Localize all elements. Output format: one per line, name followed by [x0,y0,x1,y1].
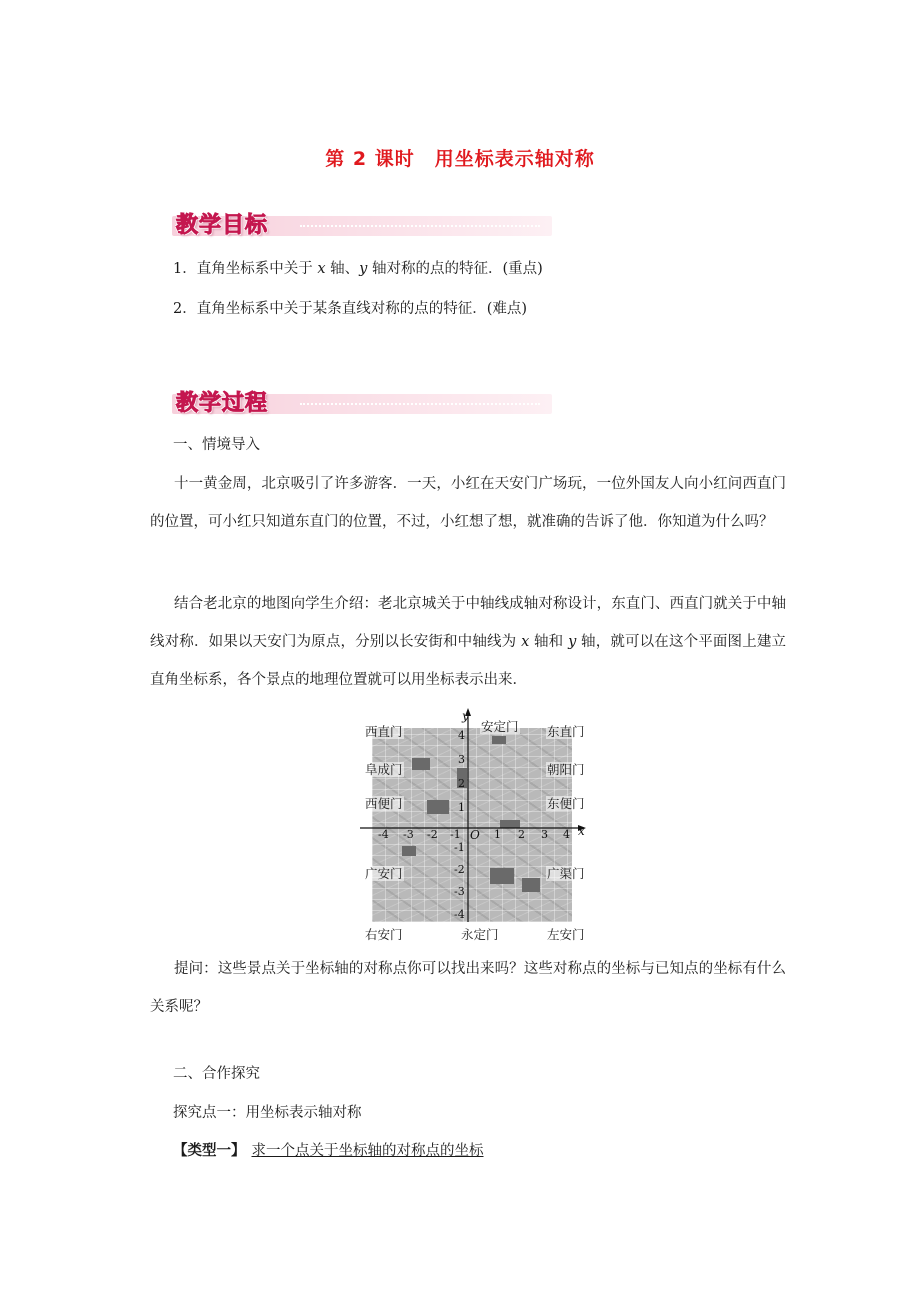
type-tag: 【类型一】 [173,1142,246,1159]
banner-dots [300,403,540,405]
paragraph-question: 提问：这些景点关于坐标轴的对称点你可以找出来吗？这些对称点的坐标与已知点的坐标有什么关系呢？ [150,961,786,1015]
objective-1-y: y [359,261,368,277]
explore-point-heading: 探究点一：用坐标表示轴对称 [173,1105,362,1121]
para2-x: x [521,634,530,650]
para2-a: 结合老北京的地图向学生介绍：老北京城关于中轴线成轴对称设计，东直门、西直门就关于中轴线对称．如果以天安门为原点，分别以长安街和中轴线为 [150,596,786,650]
objective-1-x: x [317,261,326,277]
type-title: 求一个点关于坐标轴的对称点的坐标 [251,1143,484,1159]
map-label-dongzhimen: 东直门 [547,724,585,739]
map-label-zuoanmen: 左安门 [547,927,585,942]
x-tick-label: 1 [494,828,501,841]
y-axis-label: y [462,709,469,723]
x-tick-label: 3 [541,828,548,841]
section-label-process: 教学过程 [176,391,269,416]
section-banner-process [172,386,552,416]
y-tick-label: -4 [454,908,465,921]
map-label-yongdingmen: 永定门 [461,927,499,942]
y-tick-label: 2 [458,777,465,790]
map-label-dongbianmen: 东便门 [547,796,585,811]
y-tick-label: 4 [458,729,465,742]
objective-1 [173,259,543,279]
x-tick-label: 4 [563,828,570,841]
para2-b: 轴和 [529,634,569,650]
part2-heading: 二、合作探究 [173,1066,260,1082]
map-label-chaoyangmen: 朝阳门 [547,762,585,777]
origin-label: O [470,828,480,842]
beijing-map-figure [360,706,590,946]
map-label-xibianmen: 西便门 [365,796,403,811]
x-tick-label: -3 [403,828,414,841]
x-tick-label: 2 [518,828,525,841]
map-label-andingmen: 安定门 [481,719,519,734]
y-tick-label: -1 [454,841,465,854]
y-tick-label: -3 [454,885,465,898]
section-banner-objectives [172,208,552,238]
objective-1-pre: 1．直角坐标系中关于 [173,261,318,277]
y-tick-label: 1 [458,801,465,814]
y-tick-label: -2 [454,863,465,876]
banner-dots [300,225,540,227]
page-title: 第 2 课时 用坐标表示轴对称 [325,148,595,170]
paragraph-intro: 十一黄金周，北京吸引了许多游客．一天，小红在天安门广场玩，一位外国友人向小红问西直门的位置，可小红只知道东直门的位置，不过，小红想了想，就准确的告诉了他．你知道为什么吗？ [150,476,786,530]
y-tick-label: 3 [458,753,465,766]
map-label-youanmen: 右安门 [365,927,403,942]
x-axis-label: x [578,824,585,838]
part1-heading: 一、情境导入 [173,437,260,453]
map-label-guanganmen: 广安门 [365,866,403,881]
map-label-fuchengmen: 阜成门 [365,762,403,777]
x-tick-label: -2 [427,828,438,841]
map-label-guangqumen: 广渠门 [547,866,585,881]
paragraph-explanation [150,585,786,699]
objective-2: 2．直角坐标系中关于某条直线对称的点的特征．(难点) [173,301,528,317]
x-tick-label: -4 [378,828,389,841]
para2-c: 轴，就可以在这个平面图上建立直角坐标系，各个景点的地理位置就可以用坐标表示出来． [150,634,787,688]
para2-y: y [568,634,577,650]
map-label-xizhimen: 西直门 [365,724,403,739]
objective-1-mid: 轴、 [325,261,360,277]
type-heading [173,1141,484,1161]
coordinate-axes [360,706,590,946]
section-label-objectives: 教学目标 [176,213,269,238]
x-tick-label: -1 [450,828,461,841]
objective-1-post: 轴对称的点的特征．(重点) [367,261,543,277]
